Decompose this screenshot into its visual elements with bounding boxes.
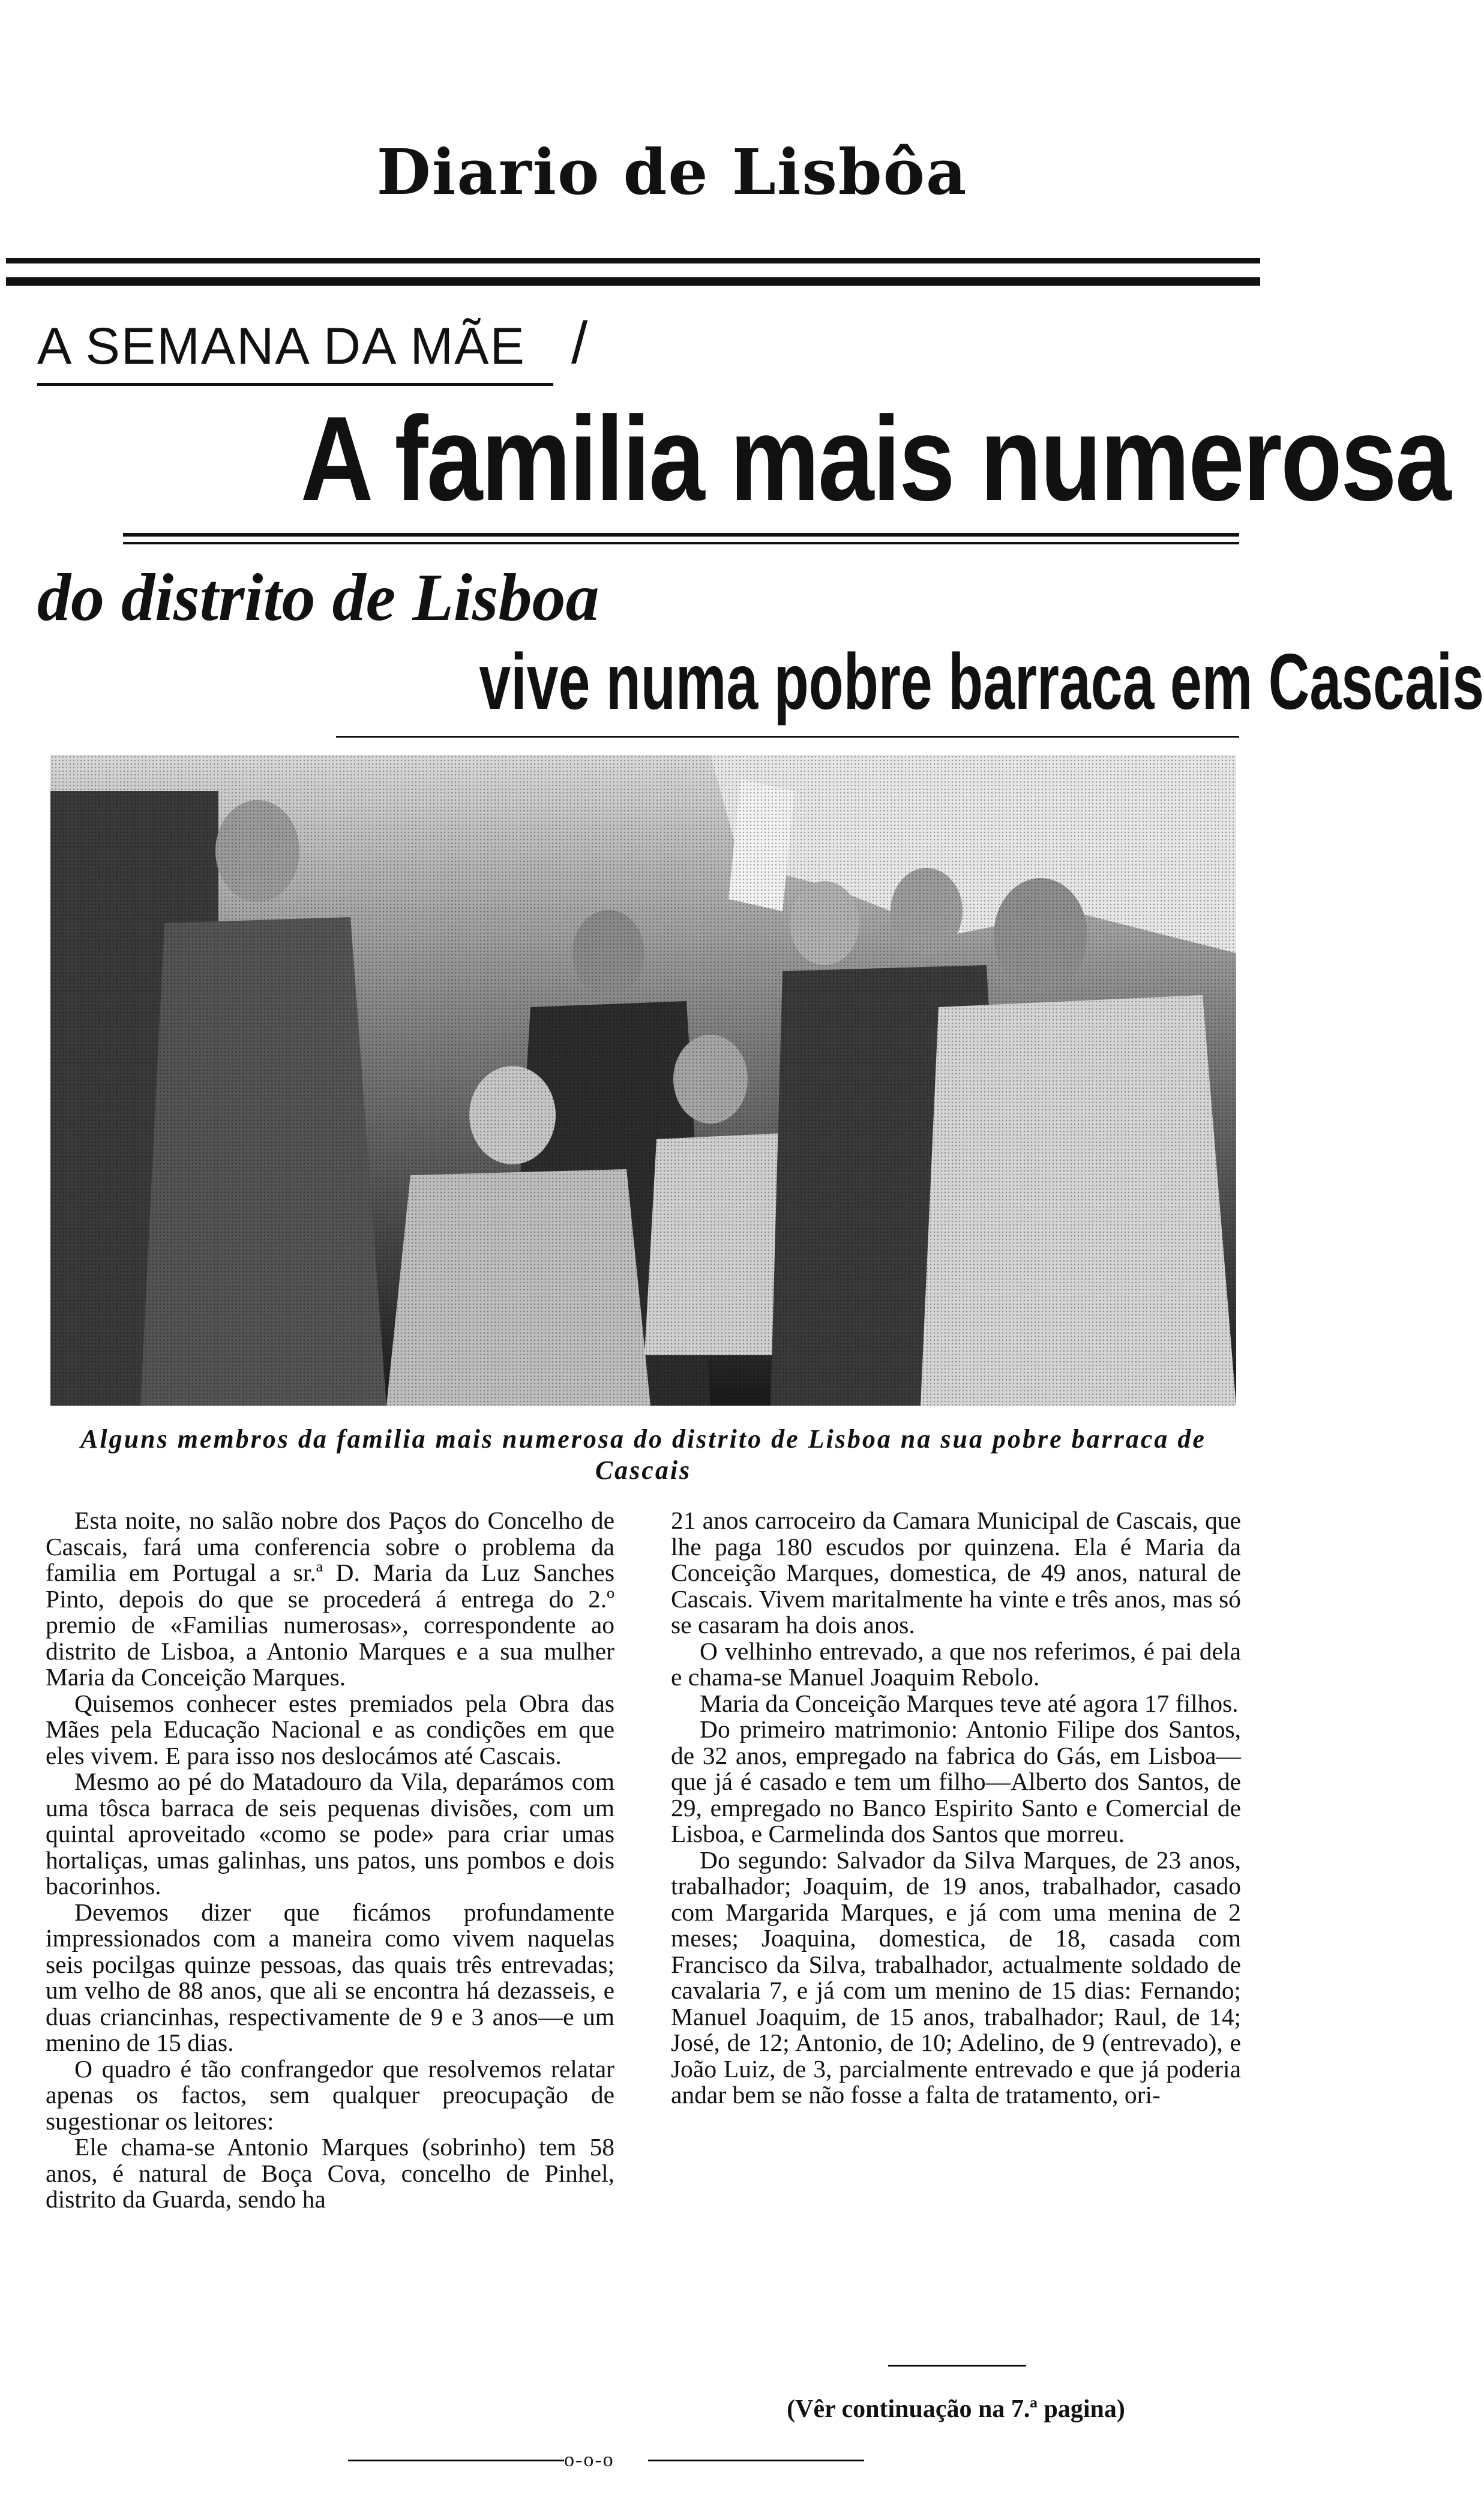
end-rule-left xyxy=(348,2460,564,2461)
photo-caption: Alguns membros da familia mais numerosa do distrito de Lisboa na sua pobre barraca de Cascais xyxy=(80,1424,1206,1485)
paragraph: O velhinho entrevado, a que nos referimos, é pai dela e chama-se Manuel Joaquim Rebolo. xyxy=(671,1637,1241,1691)
end-mark: o-o-o xyxy=(564,2449,614,2471)
paragraph: 21 anos carroceiro da Camara Municipal de Cascais, que lhe paga 180 escudos por quinzena. Ela é Maria da Conceição Marques, domestica, de 49 anos, natural de Cascais. Vivem maritalmente ha vinte e três anos, mas só se casaram ha dois anos. xyxy=(671,1506,1241,1639)
subheadline-rule xyxy=(336,736,1239,738)
subheadline-primary: do distrito de Lisboa xyxy=(37,561,599,635)
headline: A familia mais numerosa xyxy=(300,392,1450,526)
paragraph: Quisemos conhecer estes premiados pela Obra das Mães pela Educação Nacional e as condições em que eles vivem. E para isso nos deslocámos até Cascais. xyxy=(46,1689,614,1769)
headline-rule-2 xyxy=(123,542,1239,544)
article-column-right xyxy=(671,1508,1241,2108)
paragraph: Devemos dizer que ficámos profundamente impressionados com a maneira como vivem naquelas seis pocilgas quinze pessoas, das quais três entrevadas; um velho de 88 anos, que ali se encontra há dezasseis, e duas criancinhas, respectivamente de 9 e 3 anos—e um menino de 15 dias. xyxy=(46,1898,614,2056)
subheadline-secondary: vive numa pobre barraca em Cascais xyxy=(479,637,1484,726)
continuation-rule xyxy=(888,2365,1026,2367)
family-photo-illustration xyxy=(50,755,1236,1406)
headline-rule-1 xyxy=(123,533,1239,537)
paragraph: Ele chama-se Antonio Marques (sobrinho) tem 58 anos, é natural de Boça Cova, concelho de Pinhel, distrito da Guarda, sendo ha xyxy=(46,2133,614,2213)
masthead-rule-top xyxy=(6,258,1260,263)
masthead-rule-bottom xyxy=(6,277,1260,286)
paragraph: Do segundo: Salvador da Silva Marques, de 23 anos, trabalhador; Joaquim, de 19 anos, trabalhador, casado com Margarida Marques, e já com uma menina de 2 meses; Joaquina, domestica, de 18, casada com Francisco da Silva, trabalhador, actualmente soldado de cavalaria 7, e já com um menino de 15 dias: Fernando; Manuel Joaquim, de 15 anos, trabalhador; Raul, de 14; José, de 12; Antonio, de 10; Adelino, de 9 (entrevado), e João Luiz, de 3, parcialmente entrevado e que já poderia andar bem se não fosse a falta de tratamento, ori- xyxy=(671,1846,1241,2108)
continuation-note: (Vêr continuação na 7.ª pagina) xyxy=(787,2395,1125,2423)
article-column-left xyxy=(46,1508,614,2213)
paragraph: Mesmo ao pé do Matadouro da Vila, deparámos com uma tôsca barraca de seis pequenas divisões, com um quintal aproveitado «como se pode» para criar umas hortaliças, umas galinhas, uns patos, uns pombos e dois bacorinhos. xyxy=(46,1768,614,1900)
end-rule-right xyxy=(648,2460,864,2461)
paragraph: Maria da Conceição Marques teve até agora 17 filhos. xyxy=(700,1689,1239,1717)
paragraph: O quadro é tão confrangedor que resolvemos relatar apenas os factos, sem qualquer preocupação de sugestionar os leitores: xyxy=(46,2054,614,2135)
kicker-underline xyxy=(37,383,553,386)
kicker: A SEMANA DA MÃE xyxy=(37,318,526,375)
paragraph: Esta noite, no salão nobre dos Paços do Concelho de Cascais, fará uma conferencia sobre o problema da familia em Portugal a sr.ª D. Maria da Luz Sanches Pinto, depois do que se procederá á entrega do 2.º premio de «Familias numerosas», correspondente ao distrito de Lisboa, a Antonio Marques e a sua mulher Maria da Conceição Marques. xyxy=(46,1506,614,1691)
paragraph: Do primeiro matrimonio: Antonio Filipe dos Santos, de 32 anos, empregado na fabrica do Gás, em Lisboa—que já é casado e tem um filho—Alberto dos Santos, de 29, empregado no Banco Espirito Santo e Comercial de Lisboa, e Carmelinda dos Santos que morreu. xyxy=(671,1715,1241,1847)
kicker-divider: / xyxy=(571,310,588,376)
masthead: Diario de Lisbôa xyxy=(376,135,968,209)
family-photo xyxy=(50,755,1236,1406)
